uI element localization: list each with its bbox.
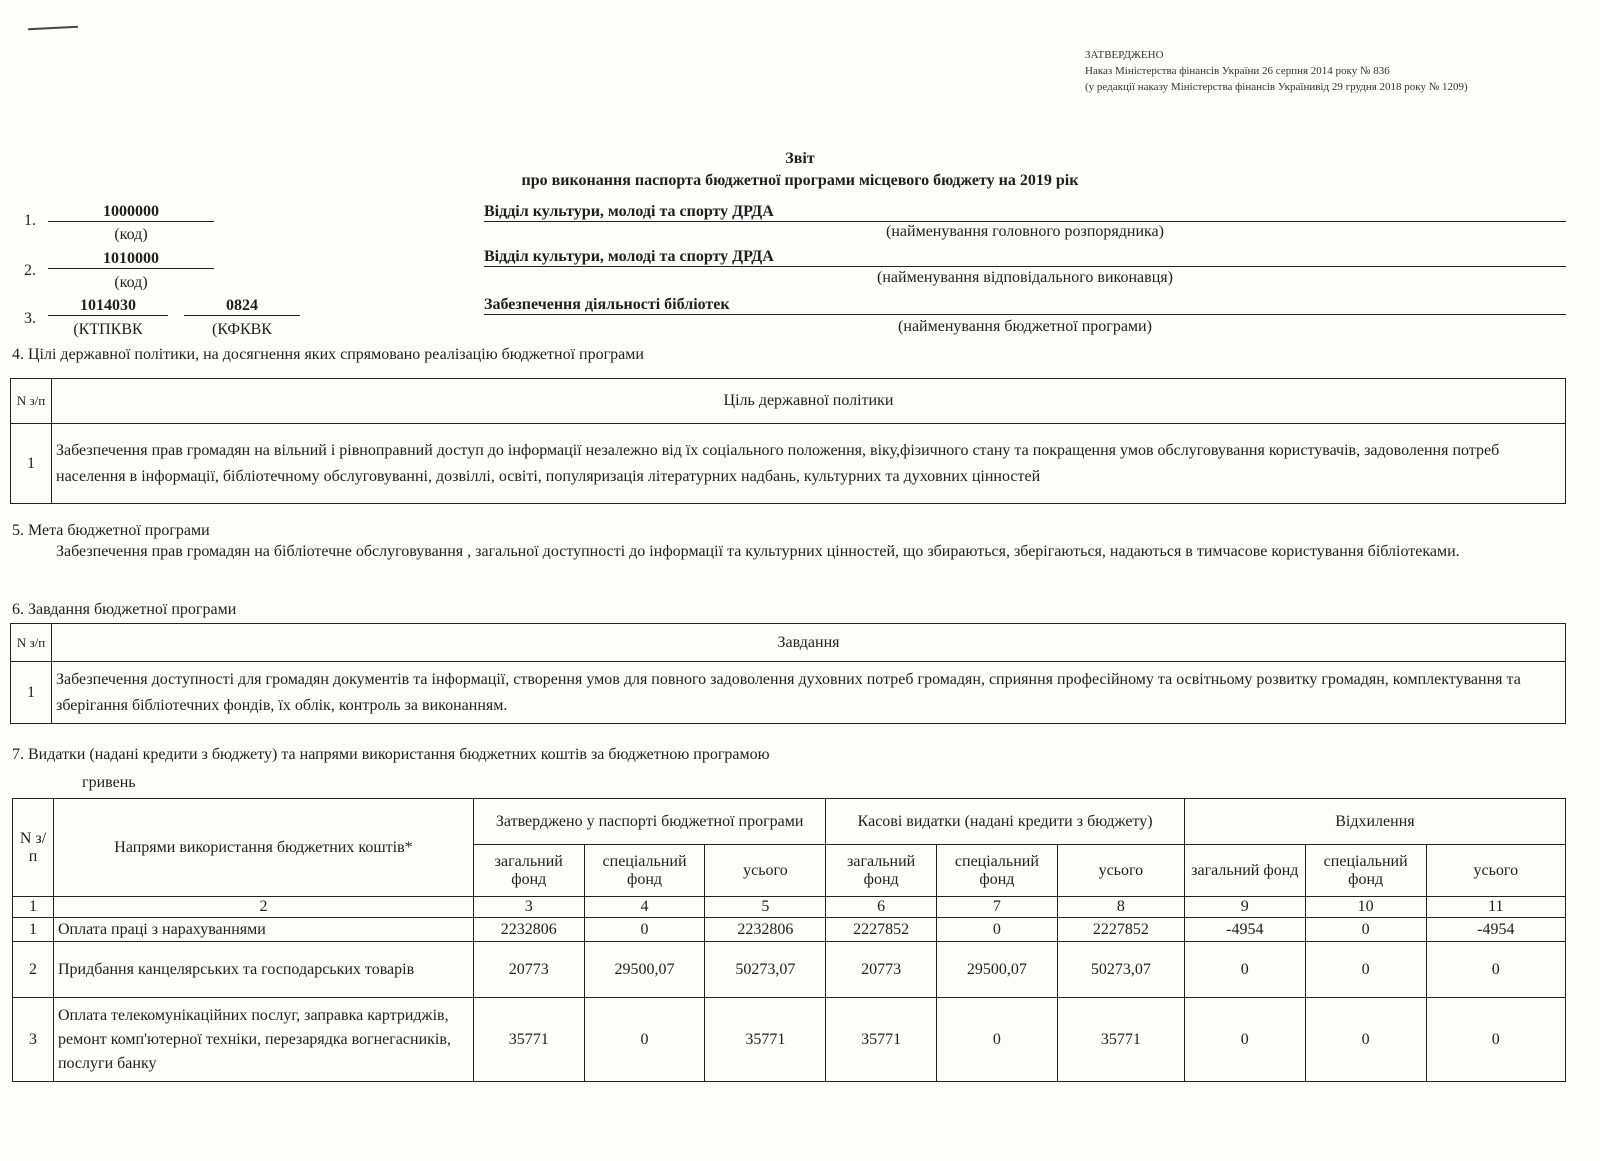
col-number: 9 <box>1184 897 1305 918</box>
row-n: 1 <box>11 424 52 504</box>
row-n: 1 <box>13 918 54 942</box>
report-subtitle: про виконання паспорта бюджетної програми місцевого бюджету на 2019 рік <box>521 172 1079 189</box>
cell-value: 0 <box>1426 998 1565 1082</box>
cell-value: 20773 <box>473 942 584 998</box>
row-number: 2. <box>24 262 36 279</box>
executor-code: 1010000 <box>48 250 214 269</box>
code-label: (код) <box>114 274 148 291</box>
cell-value: -4954 <box>1184 918 1305 942</box>
ktpkvk-code: 1014030 <box>48 297 168 316</box>
program-goal-text: Забезпечення прав громадян на бібліотечне обслуговування , загальної доступності до інформації та культурних цінностей, що збираються, зберігаються, надаються в тимчасове користування бібліотеками. <box>56 543 1460 560</box>
table-row <box>13 918 1566 942</box>
cell-value: 0 <box>1305 998 1426 1082</box>
cell-value: 0 <box>1305 918 1426 942</box>
sub-general-fund: загальний фонд <box>473 845 584 897</box>
row-n: 2 <box>13 942 54 998</box>
section-7-heading: 7. Видатки (надані кредити з бюджету) та напрями використання бюджетних коштів за бюджетною програмою <box>12 746 770 763</box>
cell-value: 35771 <box>826 998 937 1082</box>
task-text: Забезпечення доступності для громадян документів та інформації, створення умов для повного задоволення духовних потреб громадян, сприяння професійному та освітньому розвитку громадян, комплектування та зберігання бібліотечних фондів, їх облік, контроль за виконанням. <box>52 662 1566 724</box>
col-number: 11 <box>1426 897 1565 918</box>
program-name: Забезпечення діяльності бібліотек <box>484 296 1566 315</box>
executor-label: (найменування відповідального виконавця) <box>877 269 1173 286</box>
cell-value: -4954 <box>1426 918 1565 942</box>
cell-value: 2227852 <box>826 918 937 942</box>
scan-mark <box>28 26 78 31</box>
col-number: 8 <box>1057 897 1184 918</box>
column-number-row <box>13 897 1566 918</box>
table-row <box>13 998 1566 1082</box>
col-number: 6 <box>826 897 937 918</box>
sub-total: усього <box>1057 845 1184 897</box>
cell-value: 29500,07 <box>936 942 1057 998</box>
col-number: 3 <box>473 897 584 918</box>
table-row <box>11 662 1566 724</box>
row-number: 1. <box>24 212 36 229</box>
row-n: 3 <box>13 998 54 1082</box>
cell-value: 0 <box>936 998 1057 1082</box>
sub-general-fund: загальний фонд <box>1184 845 1305 897</box>
col-number: 5 <box>705 897 826 918</box>
cell-value: 35771 <box>1057 998 1184 1082</box>
section-6-heading: 6. Завдання бюджетної програми <box>12 601 237 618</box>
sub-total: усього <box>1426 845 1565 897</box>
approval-line-2: Наказ Міністерства фінансів України 26 серпня 2014 року № 836 <box>1085 65 1390 77</box>
col-n-header: N з/п <box>11 379 52 424</box>
goal-text: Забезпечення прав громадян на вільний і рівноправний доступ до інформації незалежно від їх соціального положення, віку,фізичного стану та покращення умов обслуговування користувачів, задоволення потреб населення в інформації, бібліотечному обслуговуванні, дозвіллі, освіті, популяризація літературних надбань, культурних та духовних цінностей <box>52 424 1566 504</box>
cell-value: 0 <box>1426 942 1565 998</box>
cell-value: 0 <box>936 918 1057 942</box>
cell-value: 0 <box>584 998 705 1082</box>
cell-value: 0 <box>584 918 705 942</box>
direction-name: Оплата телекомунікаційних послуг, заправка картриджів, ремонт комп'ютерної техніки, перезарядка вогнегасників, послуги банку <box>53 998 473 1082</box>
cell-value: 50273,07 <box>705 942 826 998</box>
col-number: 7 <box>936 897 1057 918</box>
col-number: 4 <box>584 897 705 918</box>
group-approved-header: Затверджено у паспорті бюджетної програми <box>473 799 825 845</box>
cell-value: 35771 <box>705 998 826 1082</box>
approval-line-3: (у редакції наказу Міністерства фінансів Українивід 29 грудня 2018 року № 1209) <box>1085 81 1468 93</box>
program-label: (найменування бюджетної програми) <box>898 318 1152 335</box>
cell-value: 2232806 <box>473 918 584 942</box>
executor-name: Відділ культури, молоді та спорту ДРДА <box>484 248 1566 267</box>
ktpkvk-label: (КТПКВК <box>73 321 143 338</box>
cell-value: 29500,07 <box>584 942 705 998</box>
report-title: Звіт <box>785 150 815 167</box>
sub-special-fund: спеціальний фонд <box>584 845 705 897</box>
currency-unit: гривень <box>82 774 136 791</box>
col-number: 2 <box>53 897 473 918</box>
main-manager-label: (найменування головного розпорядника) <box>886 223 1164 240</box>
direction-name: Оплата праці з нарахуваннями <box>53 918 473 942</box>
col-n-header: N з/п <box>13 799 54 897</box>
sub-general-fund: загальний фонд <box>826 845 937 897</box>
col-task-header: Завдання <box>52 624 1566 662</box>
policy-goals-table <box>10 378 1566 504</box>
col-direction-header: Напрями використання бюджетних коштів* <box>53 799 473 897</box>
group-deviation-header: Відхилення <box>1184 799 1565 845</box>
sub-total: усього <box>705 845 826 897</box>
col-n-header: N з/п <box>11 624 52 662</box>
section-4-heading: 4. Цілі державної політики, на досягнення яких спрямовано реалізацію бюджетної програми <box>12 346 644 363</box>
cell-value: 2227852 <box>1057 918 1184 942</box>
main-manager-code: 1000000 <box>48 203 214 222</box>
cell-value: 0 <box>1184 998 1305 1082</box>
direction-name: Придбання канцелярських та господарських товарів <box>53 942 473 998</box>
group-cash-header: Касові видатки (надані кредити з бюджету) <box>826 799 1185 845</box>
cell-value: 0 <box>1184 942 1305 998</box>
cell-value: 50273,07 <box>1057 942 1184 998</box>
col-number: 1 <box>13 897 54 918</box>
sub-special-fund: спеціальний фонд <box>1305 845 1426 897</box>
section-5-heading: 5. Мета бюджетної програми <box>12 522 210 539</box>
code-label: (код) <box>114 226 148 243</box>
row-number: 3. <box>24 310 36 327</box>
kfkvk-label: (КФКВК <box>212 321 272 338</box>
cell-value: 0 <box>1305 942 1426 998</box>
expenditure-table <box>12 798 1566 1082</box>
col-goal-header: Ціль державної політики <box>52 379 1566 424</box>
approval-stamp <box>1085 47 1468 95</box>
cell-value: 35771 <box>473 998 584 1082</box>
tasks-table <box>10 623 1566 724</box>
row-n: 1 <box>11 662 52 724</box>
cell-value: 20773 <box>826 942 937 998</box>
table-row <box>11 424 1566 504</box>
main-manager-name: Відділ культури, молоді та спорту ДРДА <box>484 203 1566 222</box>
sub-special-fund: спеціальний фонд <box>936 845 1057 897</box>
kfkvk-code: 0824 <box>184 297 300 316</box>
approval-line-1: ЗАТВЕРДЖЕНО <box>1085 49 1164 61</box>
col-number: 10 <box>1305 897 1426 918</box>
table-row <box>13 942 1566 998</box>
cell-value: 2232806 <box>705 918 826 942</box>
